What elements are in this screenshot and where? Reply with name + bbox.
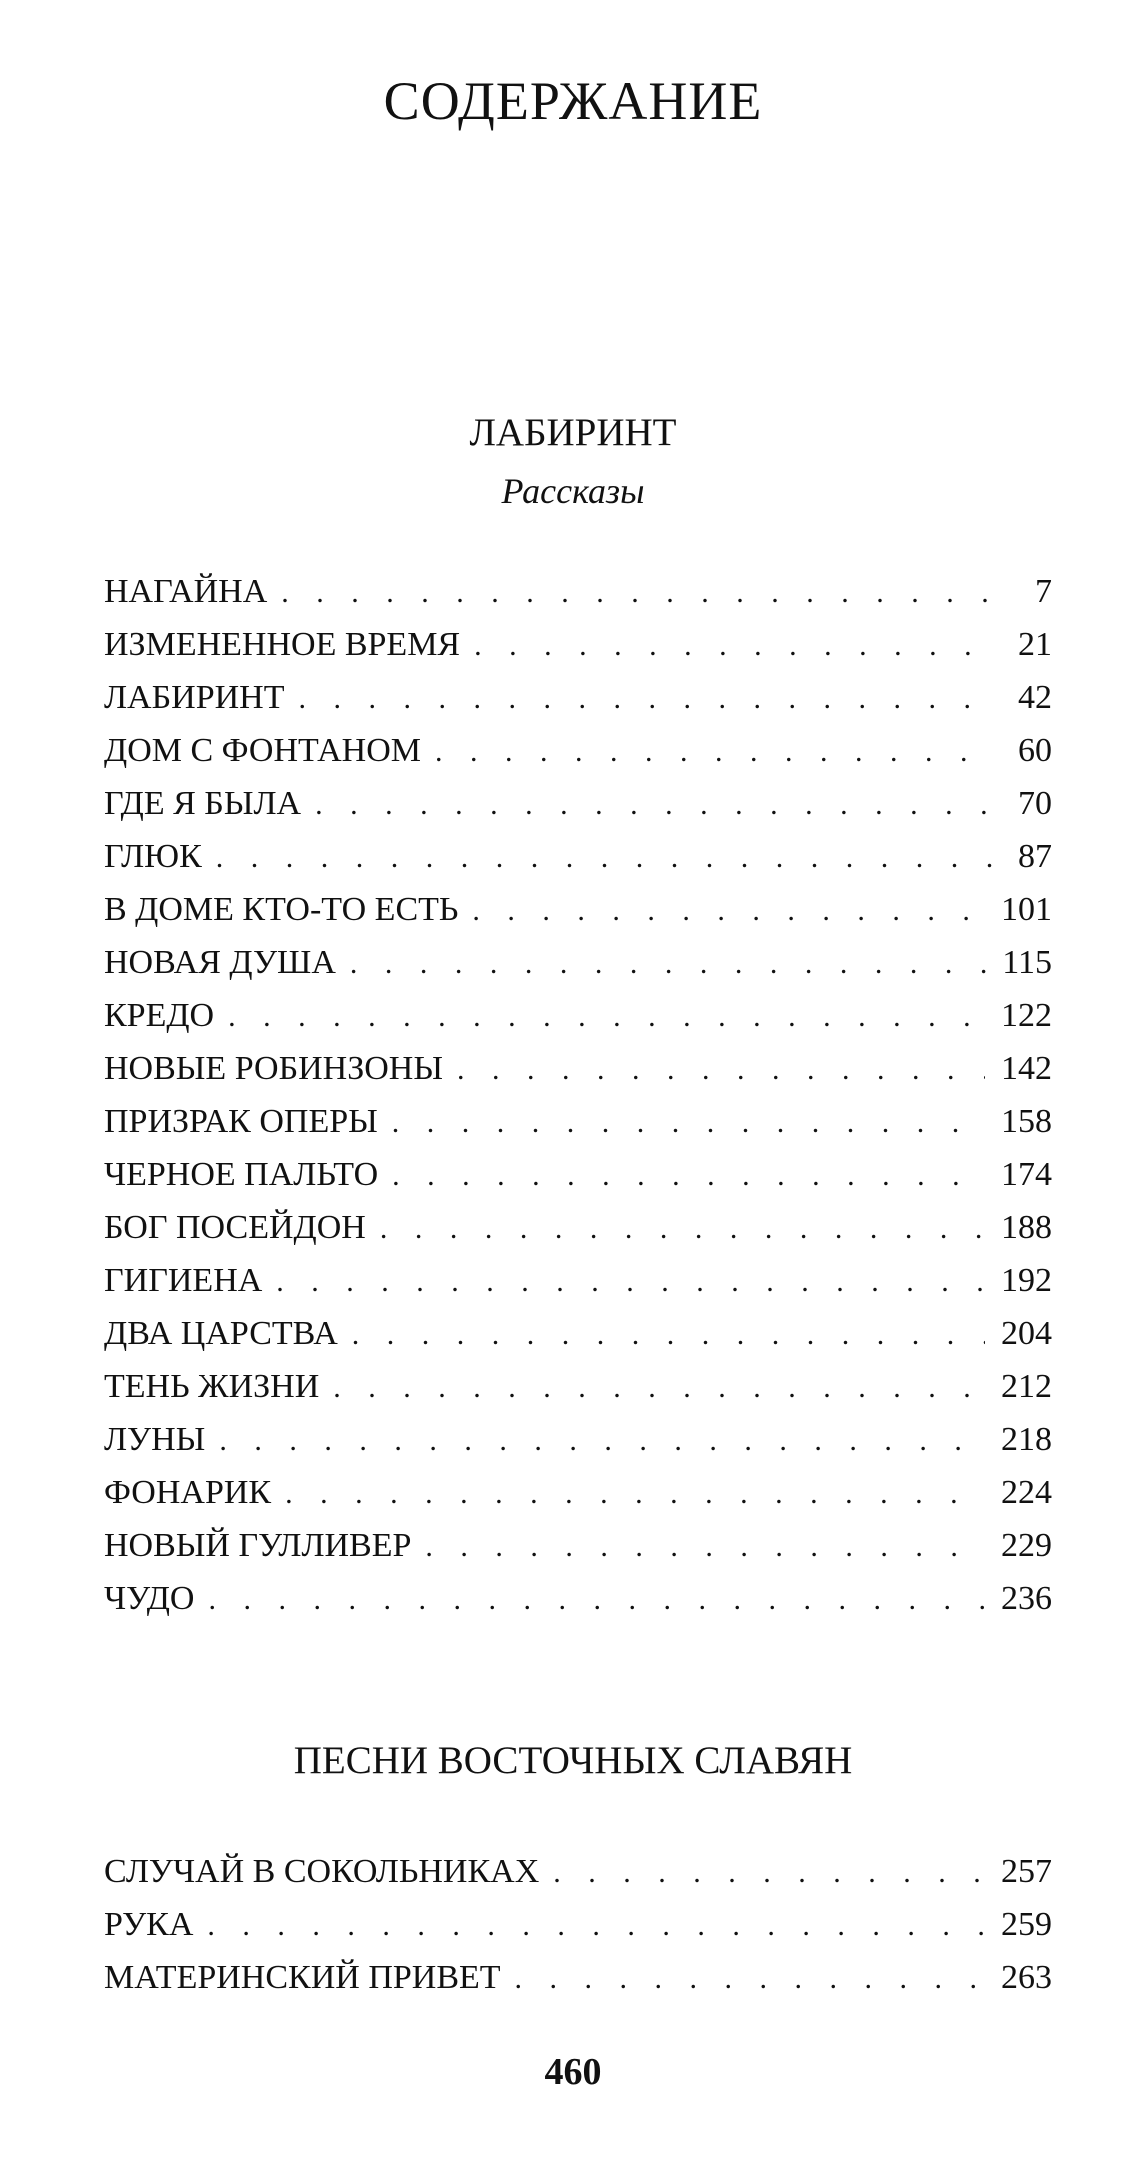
dot-leader <box>515 1952 985 2005</box>
section-subtitle-rasskazy: Рассказы <box>501 471 645 511</box>
toc-entry[interactable] <box>104 1360 1052 1413</box>
toc-entry-page: 224 <box>1001 1474 1052 1511</box>
toc-entry[interactable] <box>104 618 1052 671</box>
toc-entry-page: 212 <box>1001 1368 1052 1405</box>
dot-leader <box>216 831 992 884</box>
toc-entry-title: ГЛЮК <box>104 838 202 875</box>
toc-entry-title: ЧУДО <box>104 1580 195 1617</box>
toc-entry[interactable] <box>104 830 1052 883</box>
dot-leader <box>425 1520 985 1573</box>
toc-entry[interactable] <box>104 1845 1052 1898</box>
dot-leader <box>219 1414 985 1467</box>
dot-leader <box>392 1149 985 1202</box>
toc-entry-page: 229 <box>1001 1527 1052 1564</box>
toc-entry-title: ТЕНЬ ЖИЗНИ <box>104 1368 320 1405</box>
dot-leader <box>435 725 992 778</box>
toc-entry-page: 122 <box>1001 997 1052 1034</box>
toc-list-labirint <box>104 565 1052 1625</box>
toc-entry-title: БОГ ПОСЕЙДОН <box>104 1209 366 1246</box>
toc-entry-page: 60 <box>1018 732 1052 769</box>
toc-entry-title: РУКА <box>104 1906 194 1943</box>
toc-entry[interactable] <box>104 1519 1052 1572</box>
dot-leader <box>553 1846 985 1899</box>
toc-entry[interactable] <box>104 1307 1052 1360</box>
toc-entry[interactable] <box>104 989 1052 1042</box>
page-title: СОДЕРЖАНИЕ <box>383 71 763 131</box>
toc-entry[interactable] <box>104 1254 1052 1307</box>
dot-leader <box>285 1467 985 1520</box>
toc-entry-page: 174 <box>1001 1156 1052 1193</box>
toc-entry-title: ДВА ЦАРСТВА <box>104 1315 338 1352</box>
dot-leader <box>276 1255 985 1308</box>
dot-leader <box>208 1573 985 1626</box>
dot-leader <box>392 1096 985 1149</box>
toc-entry-title: ДОМ С ФОНТАНОМ <box>104 732 422 769</box>
dot-leader <box>333 1361 985 1414</box>
section-title-pesni: ПЕСНИ ВОСТОЧНЫХ СЛАВЯН <box>293 1739 853 1782</box>
toc-entry[interactable] <box>104 1951 1052 2004</box>
toc-entry-title: ГДЕ Я БЫЛА <box>104 785 302 822</box>
toc-entry-page: 192 <box>1001 1262 1052 1299</box>
dot-leader <box>457 1043 985 1096</box>
toc-entry-title: НАГАЙНА <box>104 573 268 610</box>
toc-entry-page: 204 <box>1001 1315 1052 1352</box>
toc-entry-title: ЧЕРНОЕ ПАЛЬТО <box>104 1156 379 1193</box>
toc-entry[interactable] <box>104 777 1052 830</box>
toc-entry-title: НОВЫЙ ГУЛЛИВЕР <box>104 1527 412 1564</box>
dot-leader <box>281 566 992 619</box>
dot-leader <box>315 778 992 831</box>
toc-entry-page: 257 <box>1001 1853 1052 1890</box>
toc-entry[interactable] <box>104 671 1052 724</box>
toc-entry-title: ЛАБИРИНТ <box>104 679 285 716</box>
toc-entry[interactable] <box>104 1148 1052 1201</box>
toc-entry-page: 70 <box>1018 785 1052 822</box>
section-title-labirint: ЛАБИРИНТ <box>469 411 677 454</box>
toc-entry-title: НОВЫЕ РОБИНЗОНЫ <box>104 1050 444 1087</box>
toc-entry-title: ЛУНЫ <box>104 1421 206 1458</box>
toc-entry-title: ФОНАРИК <box>104 1474 272 1511</box>
toc-entry[interactable] <box>104 936 1052 989</box>
toc-entry-page: 42 <box>1018 679 1052 716</box>
dot-leader <box>350 937 986 990</box>
dot-leader <box>228 990 985 1043</box>
toc-entry-page: 188 <box>1001 1209 1052 1246</box>
dot-leader <box>380 1202 985 1255</box>
toc-entry-title: МАТЕРИНСКИЙ ПРИВЕТ <box>104 1959 501 1996</box>
toc-entry-title: КРЕДО <box>104 997 215 1034</box>
toc-entry[interactable] <box>104 565 1052 618</box>
toc-entry-page: 7 <box>1035 573 1052 610</box>
dot-leader <box>352 1308 985 1361</box>
dot-leader <box>474 619 992 672</box>
toc-entry-page: 142 <box>1001 1050 1052 1087</box>
toc-entry[interactable] <box>104 1095 1052 1148</box>
toc-entry-page: 263 <box>1001 1959 1052 1996</box>
dot-leader <box>207 1899 985 1952</box>
toc-entry-page: 21 <box>1018 626 1052 663</box>
toc-entry[interactable] <box>104 1201 1052 1254</box>
toc-entry-page: 259 <box>1001 1906 1052 1943</box>
toc-entry[interactable] <box>104 1042 1052 1095</box>
toc-entry-title: ПРИЗРАК ОПЕРЫ <box>104 1103 378 1140</box>
toc-entry[interactable] <box>104 1572 1052 1625</box>
dot-leader <box>298 672 992 725</box>
page-number: 460 <box>544 2051 602 2093</box>
toc-entry-page: 158 <box>1001 1103 1052 1140</box>
toc-entry-page: 101 <box>1001 891 1052 928</box>
toc-entry[interactable] <box>104 1898 1052 1951</box>
toc-list-pesni <box>104 1845 1052 2004</box>
toc-entry[interactable] <box>104 724 1052 777</box>
toc-entry-page: 236 <box>1001 1580 1052 1617</box>
toc-entry-title: ИЗМЕНЕННОЕ ВРЕМЯ <box>104 626 461 663</box>
dot-leader <box>472 884 985 937</box>
toc-entry[interactable] <box>104 883 1052 936</box>
toc-entry-page: 87 <box>1018 838 1052 875</box>
toc-entry[interactable] <box>104 1413 1052 1466</box>
toc-entry-page: 218 <box>1001 1421 1052 1458</box>
toc-entry-title: ГИГИЕНА <box>104 1262 263 1299</box>
toc-entry-page: 115 <box>1002 944 1052 981</box>
toc-entry-title: СЛУЧАЙ В СОКОЛЬНИКАХ <box>104 1853 540 1890</box>
toc-entry[interactable] <box>104 1466 1052 1519</box>
toc-entry-title: В ДОМЕ КТО-ТО ЕСТЬ <box>104 891 459 928</box>
toc-entry-title: НОВАЯ ДУША <box>104 944 336 981</box>
